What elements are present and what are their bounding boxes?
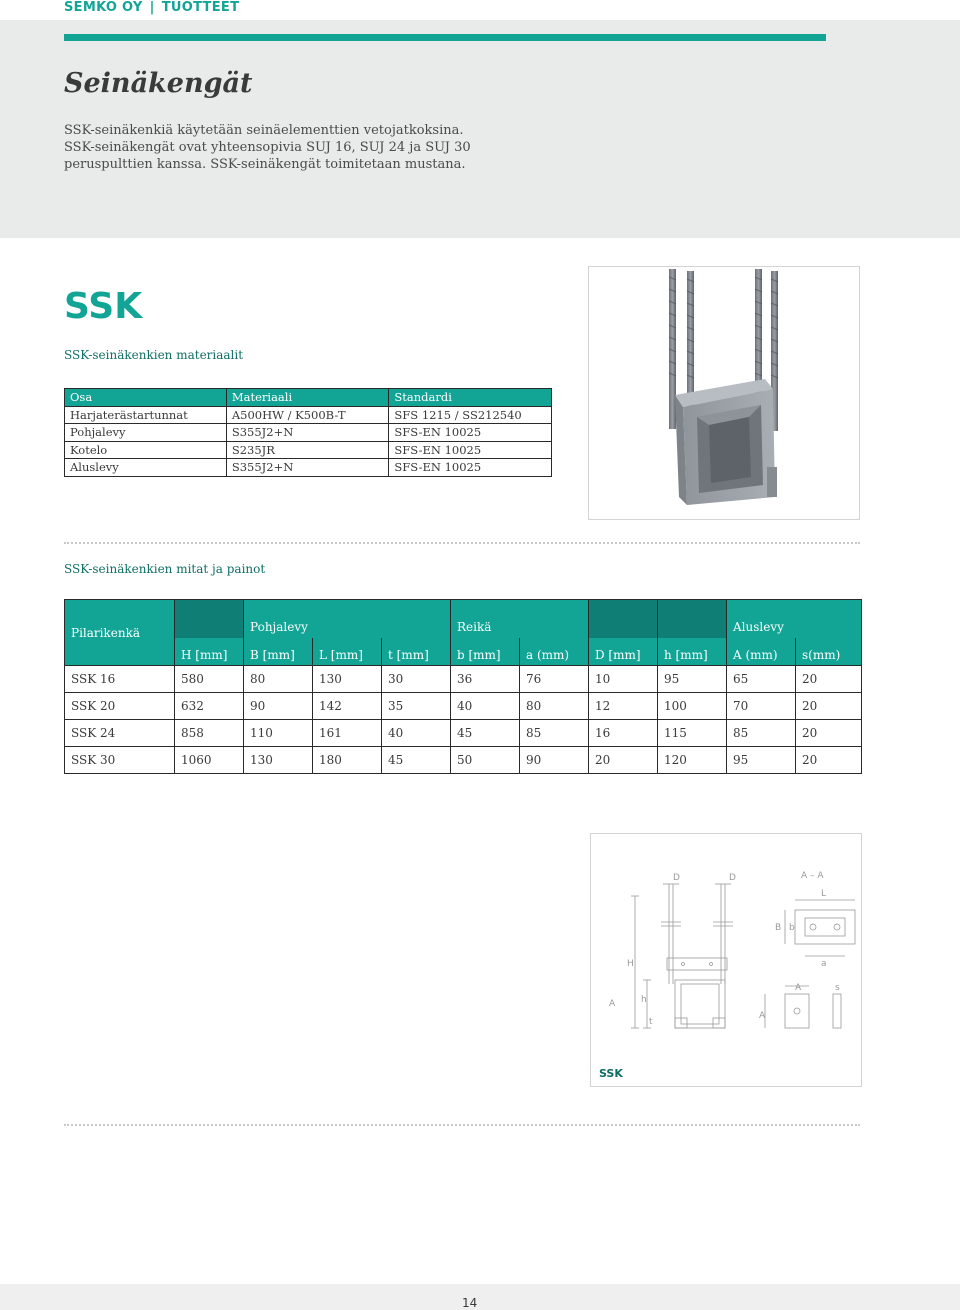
table-cell: 30 <box>382 666 451 693</box>
table-row <box>65 406 552 424</box>
brand-line <box>64 0 239 15</box>
intro-line-3: peruspulttien kanssa. SSK-seinäkengät toimitetaan mustana. <box>64 157 466 172</box>
table-cell: 85 <box>727 720 796 747</box>
unit-header: B [mm] <box>244 638 313 666</box>
table-cell: SFS-EN 10025 <box>389 424 552 442</box>
unit-header: b [mm] <box>451 638 520 666</box>
dimensions-title: SSK-seinäkenkien mitat ja painot <box>64 562 266 576</box>
table-cell: SSK 16 <box>65 666 175 693</box>
table-cell: SFS-EN 10025 <box>389 459 552 477</box>
table-cell: SFS-EN 10025 <box>389 441 552 459</box>
table-cell: 12 <box>589 693 658 720</box>
unit-header: L [mm] <box>313 638 382 666</box>
divider <box>64 542 860 544</box>
table-cell: 1060 <box>175 747 244 774</box>
intro-line-2: SSK-seinäkengät ovat yhteensopivia SUJ 16, SUJ 24 ja SUJ 30 <box>64 140 471 155</box>
drawing-label: A <box>795 983 802 993</box>
technical-drawing <box>590 833 862 1087</box>
table-cell: 50 <box>451 747 520 774</box>
drawing-label: H <box>627 959 634 969</box>
table-cell: Pohjalevy <box>65 424 227 442</box>
table-cell: 142 <box>313 693 382 720</box>
dimensions-table <box>64 599 862 774</box>
divider <box>64 1124 860 1126</box>
table-cell: 90 <box>244 693 313 720</box>
box-housing-icon <box>675 379 777 505</box>
table-cell: Kotelo <box>65 441 227 459</box>
unit-header: t [mm] <box>382 638 451 666</box>
table-cell: 45 <box>451 720 520 747</box>
company-name: SEMKO OY <box>64 0 143 15</box>
materials-header-cell: Materiaali <box>226 389 389 407</box>
header-reika: Reikä <box>451 600 589 638</box>
accent-rule <box>64 34 860 41</box>
table-cell: SSK 30 <box>65 747 175 774</box>
drawing-label: A <box>609 999 616 1009</box>
table-cell: 36 <box>451 666 520 693</box>
dimensions-unit-row <box>65 638 862 666</box>
table-cell: 100 <box>658 693 727 720</box>
drawing-label: t <box>649 1017 653 1027</box>
dimension-drawing <box>591 834 861 1086</box>
table-cell: 80 <box>244 666 313 693</box>
page-number: 14 <box>462 1296 478 1310</box>
table-cell: 70 <box>727 693 796 720</box>
drawing-label: b <box>789 923 795 933</box>
unit-header: s(mm) <box>796 638 862 666</box>
table-cell: 20 <box>796 720 862 747</box>
table-cell: 632 <box>175 693 244 720</box>
table-cell: 80 <box>520 693 589 720</box>
table-row <box>65 666 862 693</box>
brand-separator: | <box>149 0 155 15</box>
table-cell: 45 <box>382 747 451 774</box>
table-row <box>65 441 552 459</box>
table-cell: 115 <box>658 720 727 747</box>
materials-table <box>64 388 552 477</box>
materials-header-cell: Osa <box>65 389 227 407</box>
table-cell: 120 <box>658 747 727 774</box>
drawing-label: A <box>759 1011 766 1021</box>
table-cell: S235JR <box>226 441 389 459</box>
table-cell: 95 <box>727 747 796 774</box>
page-title: Seinäkengät <box>64 68 253 99</box>
intro-text <box>64 122 494 173</box>
table-row <box>65 459 552 477</box>
page-header <box>0 0 960 20</box>
table-cell: Harjaterästartunnat <box>65 406 227 424</box>
header-blank <box>589 600 658 638</box>
materials-title: SSK-seinäkenkien materiaalit <box>64 348 244 362</box>
drawing-caption: SSK <box>599 1067 623 1080</box>
table-cell: 20 <box>796 666 862 693</box>
materials-header-row <box>65 389 552 407</box>
table-cell: 95 <box>658 666 727 693</box>
table-cell: 161 <box>313 720 382 747</box>
drawing-label: a <box>821 959 827 969</box>
unit-header: a (mm) <box>520 638 589 666</box>
unit-header: h [mm] <box>658 638 727 666</box>
table-cell: 40 <box>382 720 451 747</box>
table-cell: 16 <box>589 720 658 747</box>
table-cell: 20 <box>589 747 658 774</box>
table-cell: 40 <box>451 693 520 720</box>
table-cell: 85 <box>520 720 589 747</box>
dimensions-group-row <box>65 600 862 638</box>
table-cell: 10 <box>589 666 658 693</box>
table-cell: 110 <box>244 720 313 747</box>
table-cell: SFS 1215 / SS212540 <box>389 406 552 424</box>
table-row <box>65 720 862 747</box>
table-row <box>65 424 552 442</box>
product-photo <box>588 266 860 520</box>
materials-header-cell: Standardi <box>389 389 552 407</box>
unit-header: D [mm] <box>589 638 658 666</box>
table-row <box>65 693 862 720</box>
drawing-label: h <box>641 995 647 1005</box>
table-cell: 130 <box>313 666 382 693</box>
table-cell: 858 <box>175 720 244 747</box>
table-cell: 90 <box>520 747 589 774</box>
header-blank <box>175 600 244 638</box>
wall-shoe-illustration <box>589 267 859 519</box>
table-cell: Aluslevy <box>65 459 227 477</box>
unit-header: H [mm] <box>175 638 244 666</box>
drawing-label: s <box>835 983 840 993</box>
drawing-label: D <box>673 873 680 883</box>
table-cell: 65 <box>727 666 796 693</box>
table-cell: 20 <box>796 693 862 720</box>
table-cell: SSK 24 <box>65 720 175 747</box>
drawing-label: L <box>821 889 827 899</box>
intro-line-1: SSK-seinäkenkiä käytetään seinäelementtien vetojatkoksina. <box>64 123 464 138</box>
page-footer <box>0 1284 960 1310</box>
header-pohjalevy: Pohjalevy <box>244 600 451 638</box>
table-cell: S355J2+N <box>226 424 389 442</box>
table-cell: 180 <box>313 747 382 774</box>
table-cell: S355J2+N <box>226 459 389 477</box>
drawing-label: D <box>729 873 736 883</box>
table-cell: 580 <box>175 666 244 693</box>
header-blank <box>658 600 727 638</box>
header-aluslevy: Aluslevy <box>727 600 862 638</box>
header-pilarikenka: Pilarikenkä <box>65 600 175 666</box>
table-cell: 130 <box>244 747 313 774</box>
product-heading: SSK <box>64 286 143 327</box>
drawing-label: A – A <box>801 871 824 881</box>
section-name: TUOTTEET <box>161 0 240 15</box>
table-cell: 76 <box>520 666 589 693</box>
table-cell: 20 <box>796 747 862 774</box>
table-cell: 35 <box>382 693 451 720</box>
table-cell: A500HW / K500B-T <box>226 406 389 424</box>
drawing-label: B <box>775 923 782 933</box>
unit-header: A (mm) <box>727 638 796 666</box>
table-row <box>65 747 862 774</box>
table-cell: SSK 20 <box>65 693 175 720</box>
